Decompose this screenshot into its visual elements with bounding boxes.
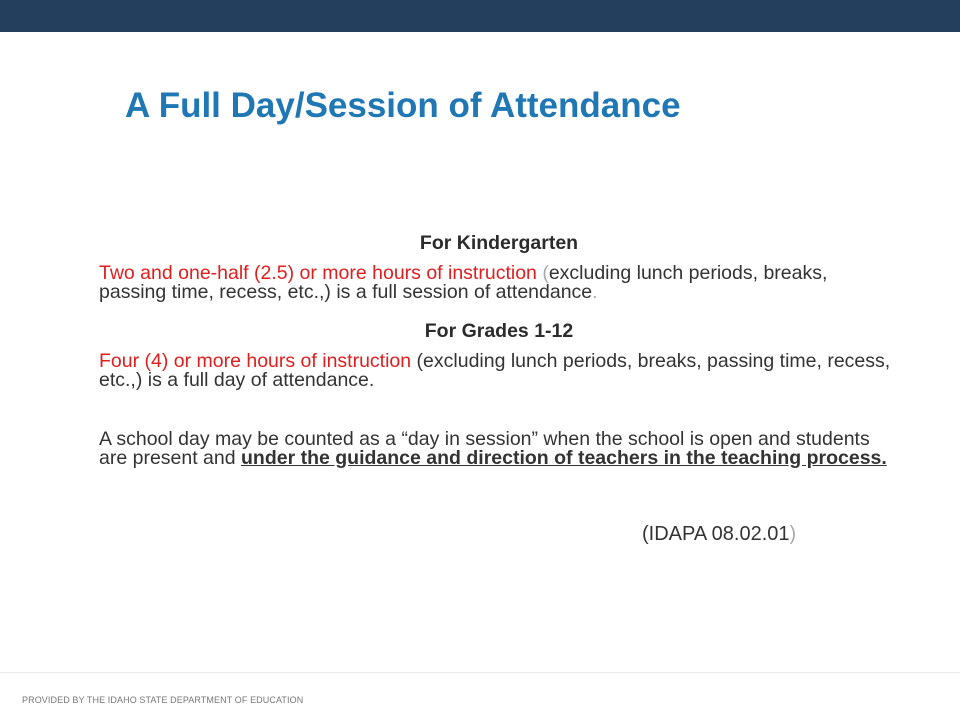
footer-text: PROVIDED BY THE IDAHO STATE DEPARTMENT OF EDUCATION: [22, 695, 304, 705]
citation-close: ): [789, 523, 797, 545]
kindergarten-hours: Two and one-half (2.5) or more hours of instruction: [99, 262, 543, 284]
kindergarten-heading: For Kindergarten: [419, 232, 579, 254]
kindergarten-details: excluding lunch periods, breaks, passing time, recess, etc.,) is a full session of attendance: [99, 262, 828, 303]
grades-heading: For Grades 1-12: [424, 320, 574, 342]
footer-divider: [0, 672, 960, 673]
kindergarten-paragraph: [99, 264, 899, 302]
citation: [642, 523, 796, 546]
slide-content: [99, 234, 899, 468]
kindergarten-period: .: [592, 281, 598, 303]
kindergarten-open-paren: (: [542, 262, 549, 284]
school-day-paragraph: [99, 430, 899, 468]
school-day-text: A school day may be counted as a “day in session” when the school is open and students are present and: [99, 428, 870, 469]
top-bar: [0, 0, 960, 32]
grades-hours: Four (4) or more hours of instruction: [99, 350, 417, 372]
slide-title: A Full Day/Session of Attendance: [125, 86, 681, 125]
grades-paragraph: [99, 352, 899, 390]
citation-text: (IDAPA 08.02.01: [642, 523, 790, 545]
grades-details: (excluding lunch periods, breaks, passing time, recess, etc.,) is a full day of attendance.: [99, 350, 891, 391]
school-day-emphasis: under the guidance and direction of teachers in the teaching process.: [241, 447, 887, 469]
